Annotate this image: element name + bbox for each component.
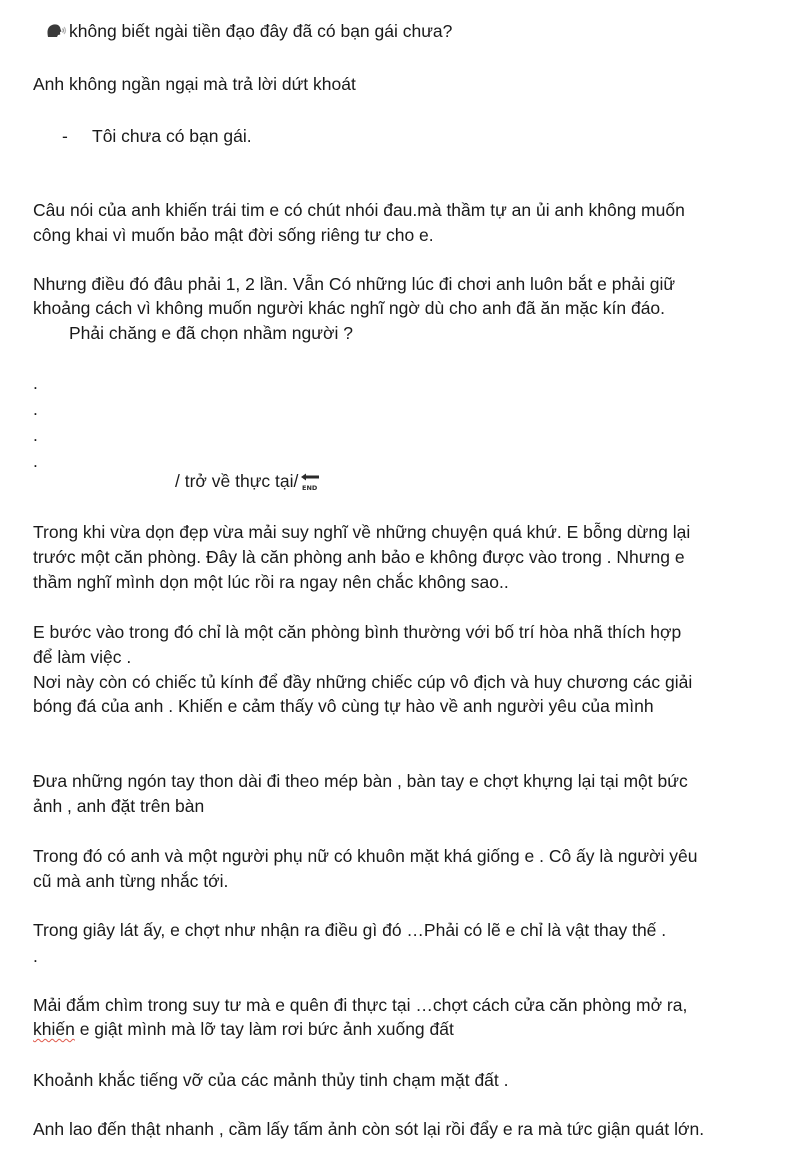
dialogue-line — [62, 124, 252, 148]
paragraph-5-line-1: Đưa những ngón tay thon dài đi theo mép bàn , bàn tay e chợt khựng lại tại một bức — [33, 771, 688, 791]
paragraph-4-line-4: bóng đá của anh . Khiến e cảm thấy vô cùng tự hào về anh người yêu của mình — [33, 696, 654, 716]
separator-dot: . — [33, 946, 38, 966]
separator-dot: . — [33, 451, 38, 471]
paragraph-4-line-1: E bước vào trong đó chỉ là một căn phòng bình thường với bố trí hòa nhã thích hợp — [33, 622, 682, 642]
paragraph-4-line-2: để làm việc . — [33, 647, 132, 667]
answer-intro: Anh không ngần ngại mà trả lời dứt khoát — [33, 74, 356, 94]
paragraph-6-line-1: Trong đó có anh và một người phụ nữ có khuôn mặt khá giống e . Cô ấy là người yêu — [33, 846, 698, 866]
paragraph-3-line-3: thầm nghĩ mình dọn một lúc rồi ra ngay nên chắc không sao.. — [33, 572, 509, 592]
paragraph-3-line-1: Trong khi vừa dọn đẹp vừa mải suy nghĩ về những chuyện quá khứ. E bỗng dừng lại — [33, 522, 691, 542]
dialogue-text: Tôi chưa có bạn gái. — [92, 126, 252, 146]
paragraph-9: Khoảnh khắc tiếng vỡ của các mảnh thủy tinh chạm mặt đất . — [33, 1070, 509, 1090]
speaking-head-icon — [45, 22, 67, 40]
line-question — [45, 19, 452, 43]
separator-dot: . — [33, 399, 38, 419]
separator-dot: . — [33, 373, 38, 393]
paragraph-2-line-3: Phải chăng e đã chọn nhầm người ? — [69, 323, 353, 343]
spellcheck-flagged-word: khiến — [33, 1019, 75, 1039]
paragraph-1-line-1: Câu nói của anh khiến trái tim e có chút nhói đau.mà thầm tự an ủi anh không muốn — [33, 200, 685, 220]
question-text: không biết ngài tiền đạo đây đã có bạn gái chưa? — [69, 21, 453, 41]
scene-change-text: / trở về thực tại/ — [175, 471, 299, 491]
end-arrow-icon — [299, 472, 321, 492]
paragraph-8-line-2 — [33, 1017, 454, 1041]
paragraph-2-line-2: khoảng cách vì không muốn người khác nghĩ ngờ dù cho anh đã ăn mặc kín đáo. — [33, 298, 666, 318]
paragraph-10: Anh lao đến thật nhanh , cầm lấy tấm ảnh còn sót lại rồi đẩy e ra mà tức giận quát lớn. — [33, 1119, 705, 1139]
paragraph-3-line-2: trước một căn phòng. Đây là căn phòng anh bảo e không được vào trong . Nhưng e — [33, 547, 685, 567]
paragraph-2-line-1: Nhưng điều đó đâu phải 1, 2 lần. Vẫn Có những lúc đi chơi anh luôn bắt e phải giữ — [33, 274, 676, 294]
paragraph-5-line-2: ảnh , anh đặt trên bàn — [33, 796, 205, 816]
separator-dot: . — [33, 425, 38, 445]
paragraph-8-line-1: Mải đắm chìm trong suy tư mà e quên đi thực tại …chợt cách cửa căn phòng mở ra, — [33, 995, 688, 1015]
paragraph-7-line-1: Trong giây lát ấy, e chợt như nhận ra điều gì đó …Phải có lẽ e chỉ là vật thay thế . — [33, 920, 667, 940]
paragraph-4-line-3: Nơi này còn có chiếc tủ kính để đầy những chiếc cúp vô địch và huy chương các giải — [33, 672, 693, 692]
svg-text:END: END — [302, 484, 318, 492]
paragraph-6-line-2: cũ mà anh từng nhắc tới. — [33, 871, 229, 891]
paragraph-1-line-2: công khai vì muốn bảo mật đời sống riêng tư cho e. — [33, 225, 434, 245]
scene-change-line — [175, 469, 321, 493]
dialogue-dash: - — [62, 126, 68, 146]
paragraph-8-line-2-rest: e giật mình mà lỡ tay làm rơi bức ảnh xuống đất — [74, 1019, 454, 1039]
